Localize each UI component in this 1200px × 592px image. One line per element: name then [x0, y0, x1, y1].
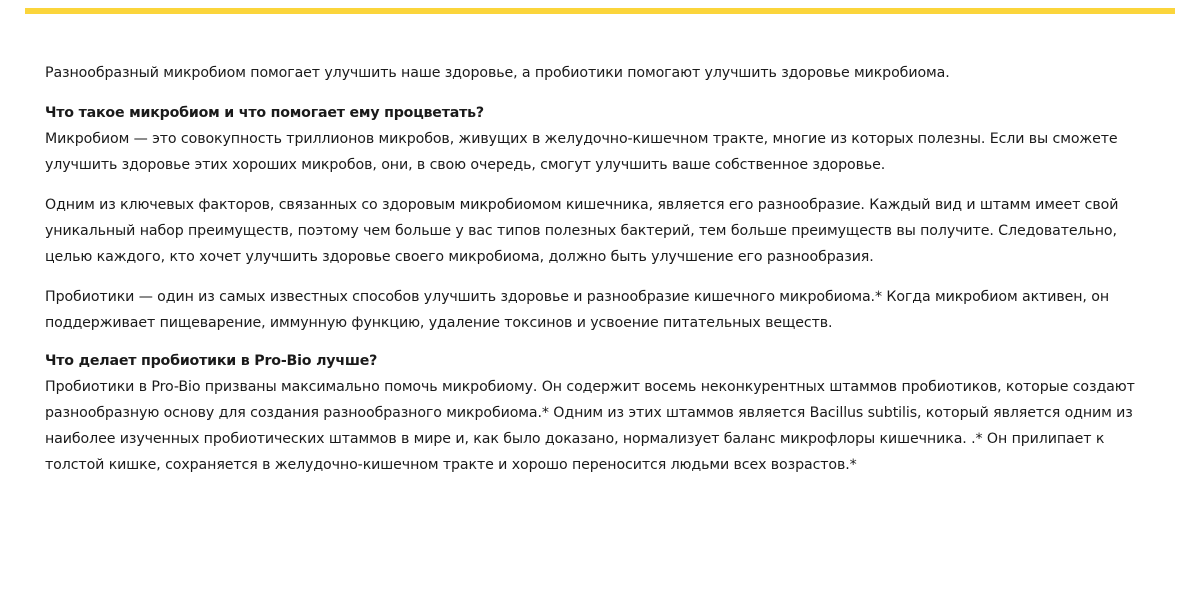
- section-microbiome: [45, 100, 1165, 336]
- section-pro-bio: [45, 348, 1165, 478]
- section-heading-microbiome: Что такое микробиом и что помогает ему процветать?: [45, 105, 484, 121]
- article-content: [45, 60, 1165, 492]
- paragraph-microbiome-definition: Микробиом — это совокупность триллионов микробов, живущих в желудочно-кишечном тракте, многие из которых полезны. Если вы сможете улучшить здоровье этих хороших микробов, они, в свою очередь, смогут улучшить ваше собственное здоровье.: [45, 131, 1118, 173]
- paragraph-pro-bio: Пробиотики в Pro-Bio призваны максимально помочь микробиому. Он содержит восемь неконкурентных штаммов пробиотиков, которые создают разнообразную основу для создания разнообразного микробиома.* Одним из этих штаммов является Bacillus subtilis, который является одним из наиболее изученных пробиотических штаммов в мире и, как было доказано, нормализует баланс микрофлоры кишечника. .* Он прилипает к толстой кишке, сохраняется в желудочно-кишечном тракте и хорошо переносится людьми всех возрастов.*: [45, 379, 1135, 473]
- paragraph-probiotics: Пробиотики — один из самых известных способов улучшить здоровье и разнообразие кишечного микробиома.* Когда микробиом активен, он поддерживает пищеварение, иммунную функцию, удаление токсинов и усвоение питательных веществ.: [45, 289, 1110, 331]
- accent-top-bar: [25, 8, 1175, 14]
- section-heading-pro-bio: Что делает пробиотики в Pro-Bio лучше?: [45, 353, 378, 369]
- paragraph-diversity: Одним из ключевых факторов, связанных со здоровым микробиомом кишечника, является его разнообразие. Каждый вид и штамм имеет свой уникальный набор преимуществ, поэтому чем больше у вас типов полезных бактерий, тем больше преимуществ вы получите. Следовательно, целью каждого, кто хочет улучшить здоровье своего микробиома, должно быть улучшение его разнообразия.: [45, 197, 1119, 265]
- intro-paragraph: Разнообразный микробиом помогает улучшить наше здоровье, а пробиотики помогают улучшить здоровье микробиома.: [45, 65, 950, 81]
